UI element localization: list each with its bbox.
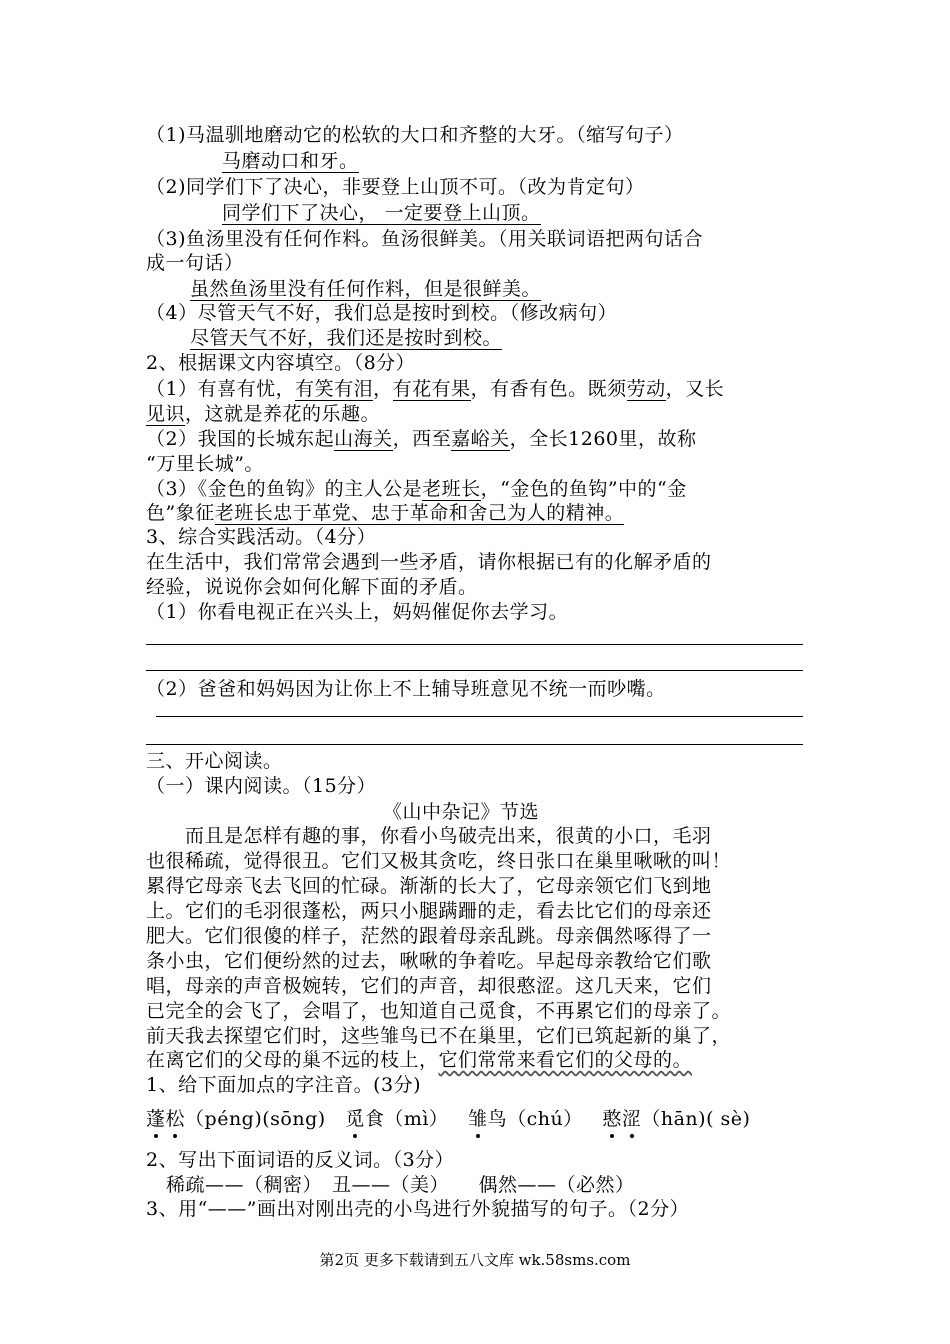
q1-sentence-4: （4）尽管天气不好，我们总是按时到校。（修改病句） [146,302,618,324]
q3-item-1: （1）你看电视正在兴头上，妈妈催促你去学习。 [146,601,569,623]
q2-line-6: 色”象征老班长忠于革党、忠于革命和舍己为人的精神。 [146,502,625,524]
pinyin-line: 蓬松（péng)(sōng) 觅食（mì） 雏鸟（chú） 憨涩（hān)( sè) [146,1108,751,1130]
q2-line-2: 见识，这就是养花的乐趣。 [146,403,381,425]
passage-title: 《山中杂记》节选 [383,801,540,823]
q1-sentence-3a: （3)鱼汤里没有任何作料。鱼汤很鲜美。（用关联词语把两句话合 [146,228,704,250]
q1-answer-1: 马磨动口和牙。 [222,150,359,172]
passage-line: 唱，母亲的声音极婉转，它们的声音，却很憨涩。这几天来，它们 [146,975,712,997]
q1-sentence-3b: 成一句话） [146,252,244,274]
answer-line-4 [146,744,803,745]
section3-sub: （一）课内阅读。（15分） [146,775,377,797]
q2-line-5: （3）《金色的鱼钩》的主人公是老班长，“金色的鱼钩”中的“金 [146,478,687,500]
passage-line: 也很稀疏，觉得很丑。它们又极其贪吃，终日张口在巢里啾啾的叫！ [146,850,732,872]
answer-line-1 [146,644,803,645]
q1-answer-3: 虽然鱼汤里没有任何作料，但是很鲜美。 [190,278,542,300]
passage-last-line: 在离它们的父母的巢不远的枝上，它们常常来看它们的父母的。 [146,1049,693,1071]
reading-q2-title: 2、写出下面词语的反义词。（3分） [146,1149,455,1171]
passage-line: 已完全的会飞了，会唱了，也知道自己觅食，不再累它们的母亲了。 [146,1000,732,1022]
q2-line-3: （2）我国的长城东起山海关，西至嘉峪关，全长1260里，故称 [146,428,697,450]
passage-line: 累得它母亲飞去飞回的忙碌。渐渐的长大了，它母亲领它们飞到地 [146,875,712,897]
q2-line-1: （1）有喜有忧，有笑有泪，有花有果，有香有色。既须劳动，又长 [146,378,725,400]
passage-line: 而且是怎样有趣的事，你看小鸟破壳出来，很黄的小口，毛羽 [146,825,712,847]
q3-intro-a: 在生活中，我们常常会遇到一些矛盾，请你根据已有的化解矛盾的 [146,551,712,573]
passage-line: 条小虫，它们便纷然的过去，啾啾的争着吃。早起母亲教给它们歌 [146,950,712,972]
q3-intro-b: 经验，说说你会如何化解下面的矛盾。 [146,576,478,598]
passage-line: 肥大。它们很傻的样子，茫然的跟着母亲乱跳。母亲偶然啄得了一 [146,925,712,947]
q3-item-2: （2）爸爸和妈妈因为让你上不上辅导班意见不统一而吵嘴。 [146,678,666,700]
reading-q2-answer: 稀疏——（稠密） 丑——（美） 偶然——（必然） [166,1174,635,1196]
section3-title: 三、开心阅读。 [146,750,283,772]
q1-answer-2: 同学们下了决心， 一定要登上山顶。 [222,202,541,224]
q1-answer-4: 尽管天气不好，我们还是按时到校。 [190,327,503,349]
reading-q1-title: 1、给下面加点的字注音。(3分) [146,1074,422,1096]
page-footer: 第2页 更多下载请到五八文库 wk.58sms.com [319,1251,631,1269]
q1-sentence-2: （2)同学们下了决心，非要登上山顶不可。（改为肯定句） [146,176,645,198]
passage-line: 上。它们的毛羽很蓬松，两只小腿蹒跚的走，看去比它们的母亲还 [146,900,712,922]
passage-line: 前天我去探望它们时，这些雏鸟已不在巢里，它们已筑起新的巢了， [146,1025,732,1047]
q2-line-4: “万里长城”。 [146,453,264,475]
q1-sentence-1: （1)马温驯地磨动它的松软的大口和齐整的大牙。（缩写句子） [146,124,684,146]
q2-title: 2、根据课文内容填空。（8分） [146,352,416,374]
answer-line-2 [146,670,803,671]
q3-title: 3、综合实践活动。（4分） [146,526,377,548]
answer-line-3 [156,716,803,717]
reading-q3-title: 3、用“——”画出对刚出壳的小鸟进行外貌描写的句子。（2分） [146,1198,690,1220]
